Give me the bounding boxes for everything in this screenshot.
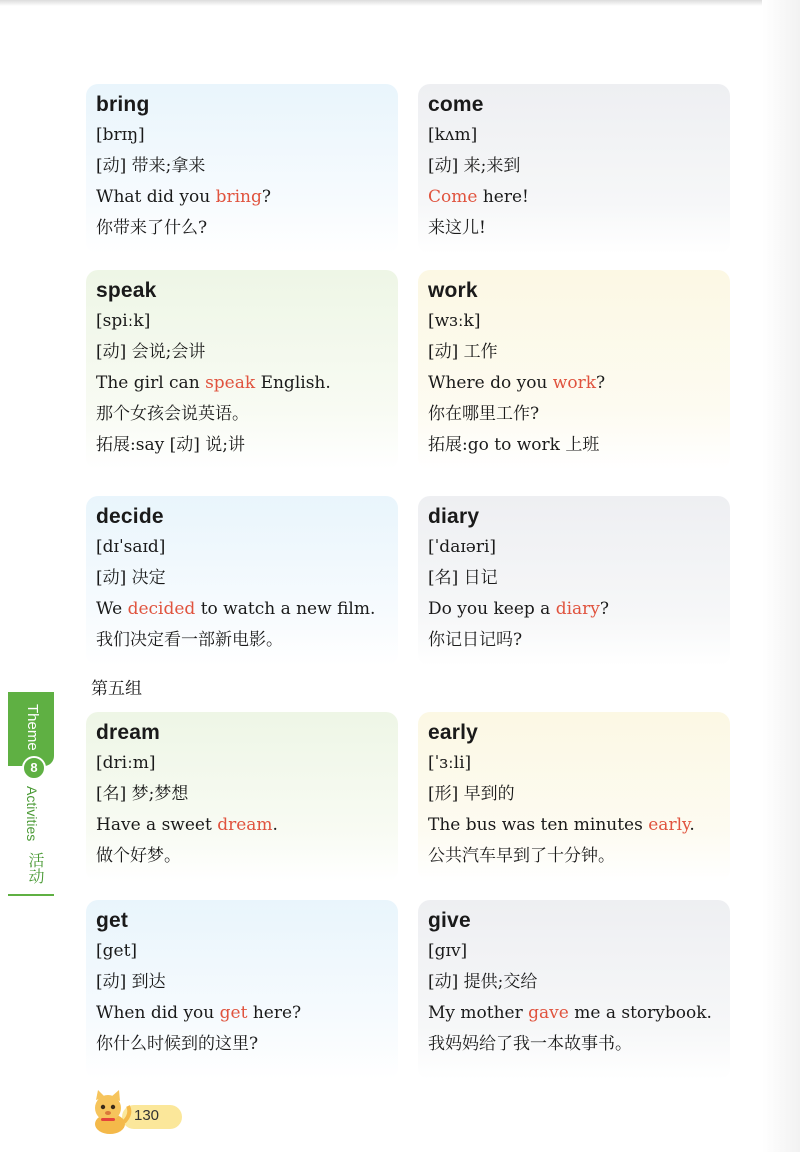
vocab-meaning: [动] 工作 bbox=[428, 342, 498, 362]
vocab-word: work bbox=[428, 279, 478, 302]
vocab-translation: 做个好梦。 bbox=[96, 846, 181, 866]
vocab-example: We decided to watch a new film. bbox=[96, 599, 376, 619]
vocab-phonetic: [get] bbox=[96, 941, 138, 961]
vocab-phonetic: [kʌm] bbox=[428, 125, 478, 145]
vocab-meaning: [名] 梦;梦想 bbox=[96, 784, 189, 804]
vocab-translation: 我妈妈给了我一本故事书。 bbox=[428, 1034, 632, 1054]
vocab-translation: 那个女孩会说英语。 bbox=[96, 404, 249, 424]
vocab-card-come bbox=[418, 84, 730, 254]
vocab-example: Where do you work? bbox=[428, 373, 606, 393]
vocab-phonetic: [driːm] bbox=[96, 753, 156, 773]
vocab-highlight: early bbox=[648, 815, 690, 835]
vocab-word: decide bbox=[96, 505, 164, 528]
vocab-word: get bbox=[96, 909, 129, 932]
vocab-example: My mother gave me a storybook. bbox=[428, 1003, 712, 1023]
vocab-phonetic: [wɜːk] bbox=[428, 311, 481, 331]
group-title: 第五组 bbox=[91, 679, 142, 699]
vocab-word: dream bbox=[96, 721, 161, 744]
vocab-phonetic: [spiːk] bbox=[96, 311, 151, 331]
page-top-edge bbox=[0, 0, 800, 6]
vocab-meaning: [动] 来;来到 bbox=[428, 156, 521, 176]
vocab-phonetic: [gɪv] bbox=[428, 941, 468, 961]
vocab-highlight: gave bbox=[528, 1003, 569, 1023]
vocab-card-get bbox=[86, 900, 398, 1080]
vocab-card-dream bbox=[86, 712, 398, 882]
page-right-edge bbox=[762, 0, 800, 1152]
vocab-example: The bus was ten minutes early. bbox=[428, 815, 695, 835]
vocab-card-bring bbox=[86, 84, 398, 254]
vocab-extension: 拓展:say [动] 说;讲 bbox=[96, 435, 245, 455]
activities-cn-label: 活动 bbox=[26, 852, 45, 884]
vocab-example: What did you bring? bbox=[96, 187, 271, 207]
vocab-example: Come here! bbox=[428, 187, 529, 207]
vocab-translation: 你什么时候到的这里? bbox=[96, 1034, 259, 1054]
vocab-highlight: decided bbox=[127, 599, 196, 619]
vocab-meaning: [动] 到达 bbox=[96, 972, 166, 992]
vocab-card-decide bbox=[86, 496, 398, 666]
vocab-card-work bbox=[418, 270, 730, 470]
vocab-highlight: bring bbox=[215, 187, 262, 207]
vocab-example: When did you get here? bbox=[96, 1003, 302, 1023]
vocab-translation: 公共汽车早到了十分钟。 bbox=[428, 846, 615, 866]
vocab-word: give bbox=[428, 909, 471, 932]
vocab-phonetic: [dɪˈsaɪd] bbox=[96, 537, 166, 557]
cat-mascot-icon bbox=[84, 1088, 134, 1136]
vocab-translation: 来这儿! bbox=[428, 218, 486, 238]
vocab-word: come bbox=[428, 93, 484, 116]
vocab-meaning: [动] 决定 bbox=[96, 568, 166, 588]
vocab-card-give bbox=[418, 900, 730, 1080]
vocab-highlight: get bbox=[219, 1003, 248, 1023]
vocab-example: Do you keep a diary? bbox=[428, 599, 610, 619]
vocab-meaning: [动] 会说;会讲 bbox=[96, 342, 206, 362]
vocab-word: early bbox=[428, 721, 479, 744]
side-tab-underline bbox=[8, 894, 54, 896]
vocab-translation: 你在哪里工作? bbox=[428, 404, 540, 424]
vocab-meaning: [名] 日记 bbox=[428, 568, 498, 588]
theme-number-badge: 8 bbox=[22, 756, 46, 780]
vocab-extension: 拓展:go to work 上班 bbox=[428, 435, 600, 455]
vocab-phonetic: [ˈɜːli] bbox=[428, 753, 472, 773]
vocab-translation: 你记日记吗? bbox=[428, 630, 523, 650]
vocab-highlight: work bbox=[552, 373, 597, 393]
vocab-example: The girl can speak English. bbox=[96, 373, 331, 393]
vocab-card-diary bbox=[418, 496, 730, 666]
vocab-meaning: [动] 提供;交给 bbox=[428, 972, 538, 992]
vocab-translation: 我们决定看一部新电影。 bbox=[96, 630, 283, 650]
vocab-phonetic: [ˈdaɪəri] bbox=[428, 537, 497, 557]
vocab-highlight: Come bbox=[428, 187, 478, 207]
vocab-card-early bbox=[418, 712, 730, 882]
vocab-example: Have a sweet dream. bbox=[96, 815, 278, 835]
vocab-meaning: [动] 带来;拿来 bbox=[96, 156, 206, 176]
theme-label: Theme bbox=[24, 704, 41, 751]
vocab-highlight: dream bbox=[217, 815, 273, 835]
theme-side-tab bbox=[0, 692, 58, 896]
vocab-meaning: [形] 早到的 bbox=[428, 784, 515, 804]
page-number: 130 bbox=[134, 1107, 160, 1124]
activities-label: Activities bbox=[24, 786, 40, 842]
vocab-phonetic: [brɪŋ] bbox=[96, 125, 145, 145]
vocab-highlight: diary bbox=[555, 599, 600, 619]
vocab-word: bring bbox=[96, 93, 150, 116]
vocab-highlight: speak bbox=[205, 373, 256, 393]
vocab-card-speak bbox=[86, 270, 398, 470]
vocab-word: diary bbox=[428, 505, 480, 528]
vocab-word: speak bbox=[96, 279, 157, 302]
vocab-translation: 你带来了什么? bbox=[96, 218, 208, 238]
